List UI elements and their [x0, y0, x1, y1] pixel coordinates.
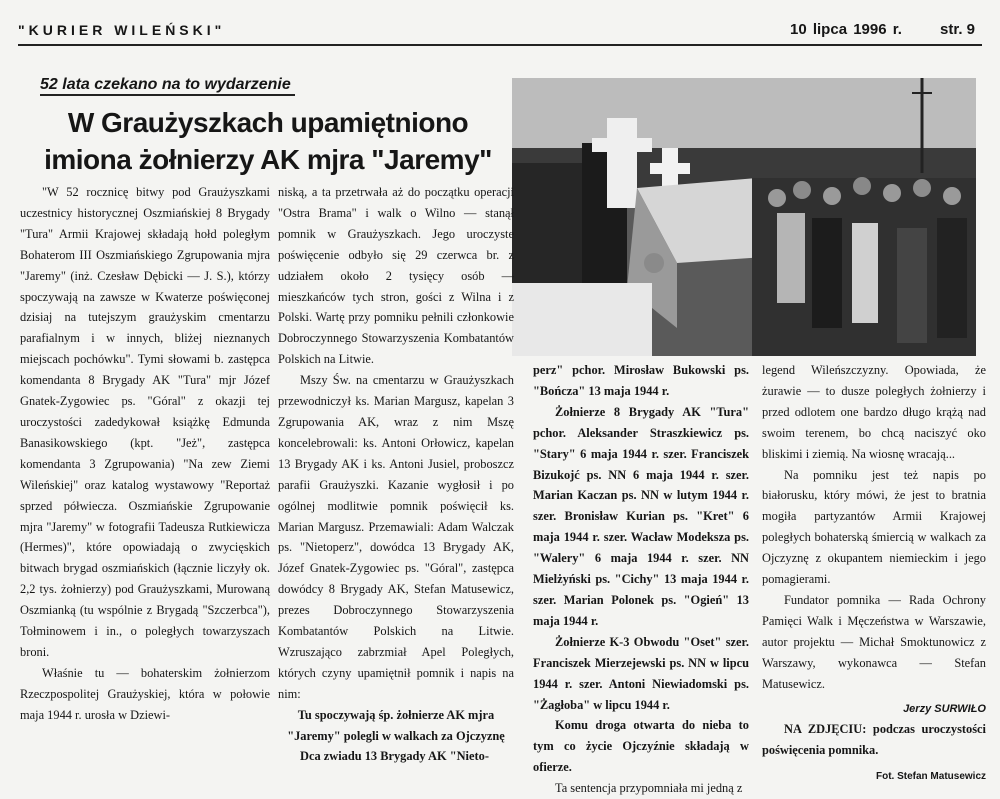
headline-line-2: imiona żołnierzy AK mjra "Jaremy": [44, 144, 492, 175]
masthead: "KURIER WILEŃSKI": [18, 22, 226, 38]
photo-credit: Fot. Stefan Matusewicz: [875, 771, 986, 783]
photo-graphic: [512, 78, 976, 356]
paragraph: Żołnierze K-3 Obwodu "Oset" szer. Franciszek Mierzejewski ps. NN w lipcu 1944 r. szer. Antoni Niewiadomski ps. "Żagłoba" w lipcu 1944 r.: [533, 634, 749, 712]
article-column-3: [533, 360, 749, 799]
paragraph: Dca zwiadu 13 Brygady AK "Nieto-: [300, 749, 489, 764]
headline-line-1: W Graużyszkach upamiętniono: [67, 107, 469, 138]
photo-caption: NA ZDJĘCIU: podczas uroczystości poświęcenia pomnika.: [762, 722, 986, 758]
paragraph: "W 52 rocznicę bitwy pod Graużyszkami uczestnicy historycznej Oszmiańskiej 8 Brygady "Tura" Armii Krajowej składają hołd poległym Bohaterom III Oszmiańskiego Zgrupowania mjra "Jaremy" (inż. Czesław Dębicki — J. S.), którzy spoczywają na zawsze w Kwaterze poświęconej dzisiaj na tutejszym graużyskim cmentarzu parafialnym i w innych, bliżej nieznanych miejscach pochówku". Tymi słowami b. zastępca komendanta 8 Brygady AK "Tura" mjr Józef Gnatek-Zygowiec ps. "Góral" z okazji tej uroczystości zadedykował książkę Edmunda Banasikowskiego (kpt. "Jeż", zastępca komendanta 3 Zgrupowania) "Na zew Ziemi Wileńskiej" oraz katalog wystawowy "Reportaż sprzed półwiecza. Oszmiańskie Zgrupowanie mjra "Jaremy" w fotografii Tadeusza Rutkiewicza (Hermes)", które opowiadają o zwycięskich bitwach brygad oszmiańskich (łącznie liczyły ok. 2,2 tys. żołnierzy) pod Graużyszkami, Murowaną Oszmianką (tu wspólnie z Brygadą "Szczerbca"), Tołminowem i in., o poległych towarzyszach broni.: [20, 185, 270, 659]
issue-date: 10 lipca 1996 r.: [790, 21, 902, 38]
paragraph: Ta sentencja przypomniała mi jedną z: [555, 781, 743, 796]
paragraph: Żołnierze 8 Brygady AK "Tura" pchor. Aleksander Straszkiewicz ps. "Stary" 6 maja 1944 r. szer. Franciszek Bizukojć ps. NN 6 maja 1944 r. szer. Marian Kaczan ps. NN w lutym 1944 r. szer. Bronisław Kurian ps. "Kret" 6 maja 1944 r. szer. Wacław Modeksza ps. "Walery" 6 maja 1944 r. szer. NN Mielżyński ps. "Cichy" 13 maja 1944 r. szer. Marian Polonek ps. "Ogień" 13 maja 1944 r.: [533, 404, 749, 628]
paragraph: Właśnie tu — bohaterskim żołnierzom Rzeczpospolitej Graużyskiej, która w połowie maja 1944 r. urosła w Dziewi-: [20, 665, 270, 722]
paragraph: legend Wileńszczyzny. Opowiada, że żurawie — to dusze poległych żołnierzy i przed odlotem one bardzo długo krążą nad swoim terenem, bo chcą naciszyć oko bliskimi i ziemią. Na wiosnę wracają...: [762, 363, 986, 461]
paragraph: Komu droga otwarta do nieba to tym co życie Ojczyźnie składają w ofierze.: [533, 718, 749, 775]
photo-cemetery-ceremony: [512, 78, 976, 356]
header-rule: [18, 44, 982, 46]
page-number: str. 9: [940, 21, 976, 38]
article-column-1: [20, 182, 270, 726]
paragraph: Mszy Św. na cmentarzu w Graużyszkach przewodniczył ks. Marian Margusz, kapelan 3 Zgrupowania AK, wraz z nim Mszę koncelebrowali: ks. Antoni Orłowicz, kapelan 13 Brygady AK i ks. Antoni Jusiel, proboszcz parafii Graużyszki. Kazanie wygłosił i po ogólnej modlitwie pomnik poświęcił ks. Marian Margusz. Przemawiali: Adam Walczak ps. "Nietoperz", dowódca 13 Brygady AK, Józef Gnatek-Zygowiec ps. "Góral", zastępca dowódcy 8 Brygady AK, Stefan Matusewicz, prezes Dobroczynnego Stowarzyszenia Kombatantów Polskich na Litwie. Wzruszająco zabrzmiał Apel Poległych, których czyny upamiętnił pomnik i napis na nim:: [278, 373, 514, 701]
article-column-4: [762, 360, 986, 788]
article-column-2: [278, 182, 514, 767]
inscription: Tu spoczywają śp. żołnierze AK mjra "Jaremy" polegli w walkach za Ojczyznę: [287, 707, 505, 743]
paragraph: perz" pchor. Mirosław Bukowski ps. "Bończa" 13 maja 1944 r.: [533, 363, 749, 398]
paragraph: niską, a ta przetrwała aż do początku operacji "Ostra Brama" i walk o Wilno — stanął pomnik w Graużyszkach. Jego uroczyste poświęcenie odbyło się 29 czerwca br. z udziałem około 2 tysięcy osób — mieszkańców tych stron, gości z Wilna i z Polski. Wartę przy pomniku pełnili członkowie Dobroczynnego Stowarzyszenia Kombatantów Polskich na Litwie.: [278, 185, 514, 367]
kicker: 52 lata czekano na to wydarzenie: [40, 76, 295, 96]
paragraph: Fundator pomnika — Rada Ochrony Pamięci Walk i Męczeństwa w Warszawie, autor projektu — Michał Smoktunowicz z Warszawy, wykonawca — Stefan Matusewicz.: [762, 592, 986, 691]
paragraph: Na pomniku jest też napis po białorusku, który mówi, że jest to bratnia mogiła partyzantów Armii Krajowej poległych bohaterską śmiercią w walkach za Ojczyznę z okupantem niemieckim i jego pomagierami.: [762, 467, 986, 587]
author-signature: Jerzy SURWIŁO: [903, 702, 986, 715]
